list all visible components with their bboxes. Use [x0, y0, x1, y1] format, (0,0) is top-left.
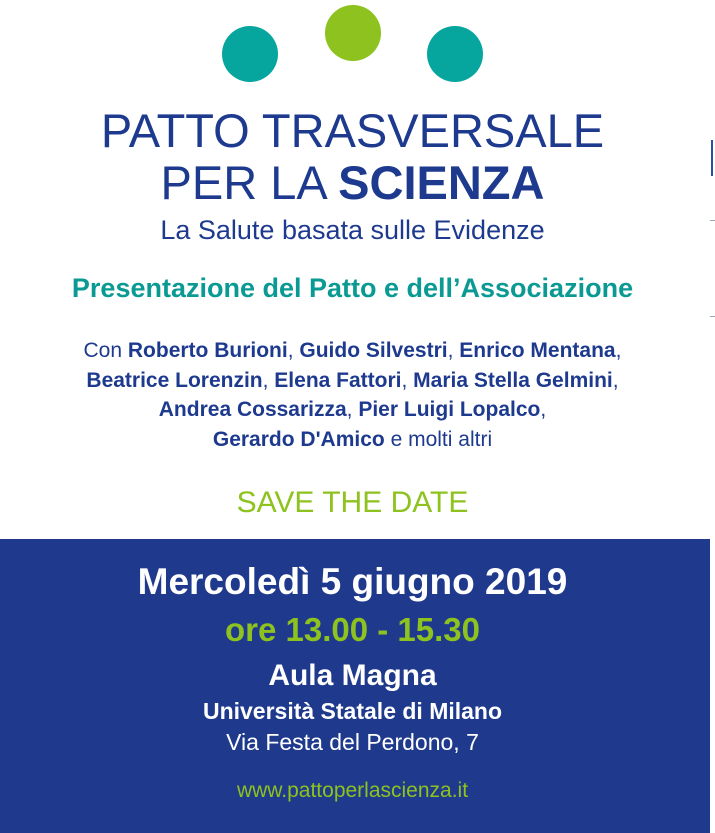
- guest-name: Pier Luigi Lopalco: [358, 398, 541, 421]
- subtitle: La Salute basata sulle Evidenze: [160, 215, 545, 245]
- guest-name: Elena Fattori: [274, 368, 402, 392]
- save-the-date: SAVE THE DATE: [236, 486, 469, 519]
- teal-dot-right: [427, 26, 483, 82]
- title-line-2-prefix: PER LA: [160, 156, 339, 209]
- event-address: Via Festa del Perdono, 7: [226, 729, 479, 755]
- guest-name: Maria Stella Gelmini: [413, 368, 613, 392]
- guest-outro: e molti altri: [384, 427, 493, 451]
- guest-name: Andrea Cossarizza: [158, 398, 347, 421]
- title-line-2-bold: SCIENZA: [338, 156, 545, 209]
- right-edge-strip: [710, 0, 715, 833]
- event-date: Mercoledì 5 giugno 2019: [137, 561, 568, 602]
- guest-name: Enrico Mentana: [459, 339, 616, 362]
- edge-divider: [710, 316, 715, 317]
- guest-name: Guido Silvestri: [299, 339, 448, 362]
- event-time: ore 13.00 - 15.30: [224, 611, 480, 648]
- guest-name: Beatrice Lorenzin: [86, 368, 263, 392]
- presentation-heading: Presentazione del Patto e dell’Associazione: [71, 273, 634, 303]
- teal-dot-left: [222, 26, 278, 82]
- event-details-band: [0, 539, 710, 833]
- title-line-1: PATTO TRASVERSALE: [100, 104, 605, 157]
- edge-divider: [710, 220, 715, 221]
- guest-intro: Con: [83, 339, 128, 362]
- edge-mark: [711, 140, 713, 176]
- guest-name: Gerardo D'Amico: [212, 427, 385, 451]
- guest-list: Con Roberto Burioni, Guido Silvestri, Enrico Mentana, Beatrice Lorenzin, Elena Fattori, Maria Stella Gelmini, Andrea Cossarizza, Pier Luigi Lopalco, Gerardo D'Amico e molti altri: [83, 339, 622, 451]
- title-line-2: [0, 158, 705, 208]
- website-link[interactable]: www.pattoperlascienza.it: [236, 779, 469, 802]
- green-dot-center: [325, 5, 381, 61]
- event-venue: Aula Magna: [268, 659, 437, 692]
- guest-name: Roberto Burioni: [127, 339, 288, 362]
- logo-dots: [0, 0, 715, 90]
- event-university: Università Statale di Milano: [202, 698, 503, 724]
